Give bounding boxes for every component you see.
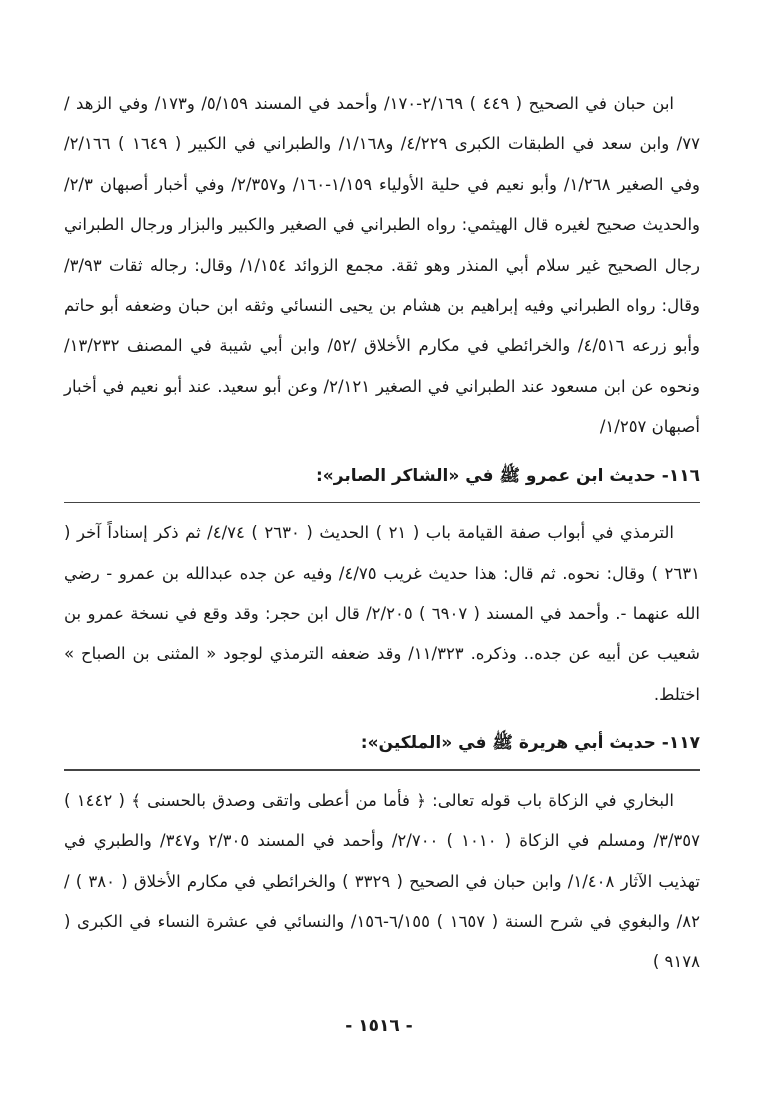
paragraph-takhrij-117 [64, 781, 700, 983]
paragraph-takhrij-116 [64, 513, 700, 715]
document-body [64, 84, 700, 983]
section-heading-116: ١١٦- حديث ابن عمرو ﷺ في «الشاكر الصابر»: [315, 465, 700, 486]
heading-underline [64, 502, 700, 504]
heading-underline [64, 769, 700, 771]
page-number: - ١٥١٦ - [345, 1016, 413, 1036]
paragraph-text: الترمذي في أبواب صفة القيامة باب ( ٢١ ) الحديث ( ٢٦٣٠ ) ٤/٧٤/ ثم ذكر إسناداً آخر ( ٢٦٣١ ) وقال: نحوه. ثم قال: هذا حديث غريب ٤/٧٥/ وفيه عن جده عبدالله بن عمرو - رضي الله عنهما -. وأحمد في المسند ( ٦٩٠٧ ) ٢/٢٠٥/ قال ابن حجر: وقد وقع في نسخة عمرو بن شعيب عن أبيه عن جده.. وذكره. ١١/٣٢٣/ وقد ضعفه الترمذي لوجود « المثنى بن الصباح » اختلط. [64, 523, 700, 704]
paragraph-takhrij-115 [64, 84, 700, 448]
paragraph-text: ابن حبان في الصحيح ( ٤٤٩ ) ٢/١٦٩-١٧٠/ وأحمد في المسند ٥/١٥٩/ و١٧٣/ وفي الزهد /٧٧/ وابن سعد في الطبقات الكبرى ٤/٢٢٩/ و١/١٦٨/ والطبراني في الكبير ( ١٦٤٩ ) ٢/١٦٦/ وفي الصغير ١/٢٦٨/ وأبو نعيم في حلية الأولياء ١/١٥٩-١٦٠/ و٢/٣٥٧/ وفي أخبار أصبهان ٢/٣/ والحديث صحيح لغيره قال الهيثمي: رواه الطبراني في الصغير والكبير والبزار ورجال الطبراني رجال الصحيح غير سلام أبي المنذر وهو ثقة. مجمع الزوائد ١/١٥٤/ وقال: رجاله ثقات ٣/٩٣/ وقال: رواه الطبراني وفيه إبراهيم بن هشام بن يحيى النسائي وثقه ابن حبان وضعفه أبو حاتم وأبو زرعه ٤/٥١٦/ والخرائطي في مكارم الأخلاق /٥٢/ وابن أبي شيبة في المصنف ١٣/٢٣٢/ ونحوه عن ابن مسعود عند الطبراني في الصغير ٢/١٢١/ وعن أبو سعيد. عند أبو نعيم في أخبار أصبهان ١/٢٥٧/ [64, 94, 701, 437]
paragraph-text: البخاري في الزكاة باب قوله تعالى: ﴿ فأما من أعطى واتقى وصدق بالحسنى ﴾ ( ١٤٤٢ ) ٣/٣٥٧/ ومسلم في الزكاة ( ١٠١٠ ) ٢/٧٠٠/ وأحمد في المسند ٢/٣٠٥ و٣٤٧/ والطبري في تهذيب الآثار ١/٤٠٨/ وابن حبان في الصحيح ( ٣٣٢٩ ) والخرائطي في مكارم الأخلاق ( ٣٨٠ ) /٨٢/ والبغوي في شرح السنة ( ١٦٥٧ ) ٦/١٥٥-١٥٦/ والنسائي في عشرة النساء في الكبرى ( ٩١٧٨ ) [64, 790, 701, 972]
section-heading-117: ١١٧- حديث أبي هريرة ﷺ في «الملكين»: [360, 733, 700, 754]
